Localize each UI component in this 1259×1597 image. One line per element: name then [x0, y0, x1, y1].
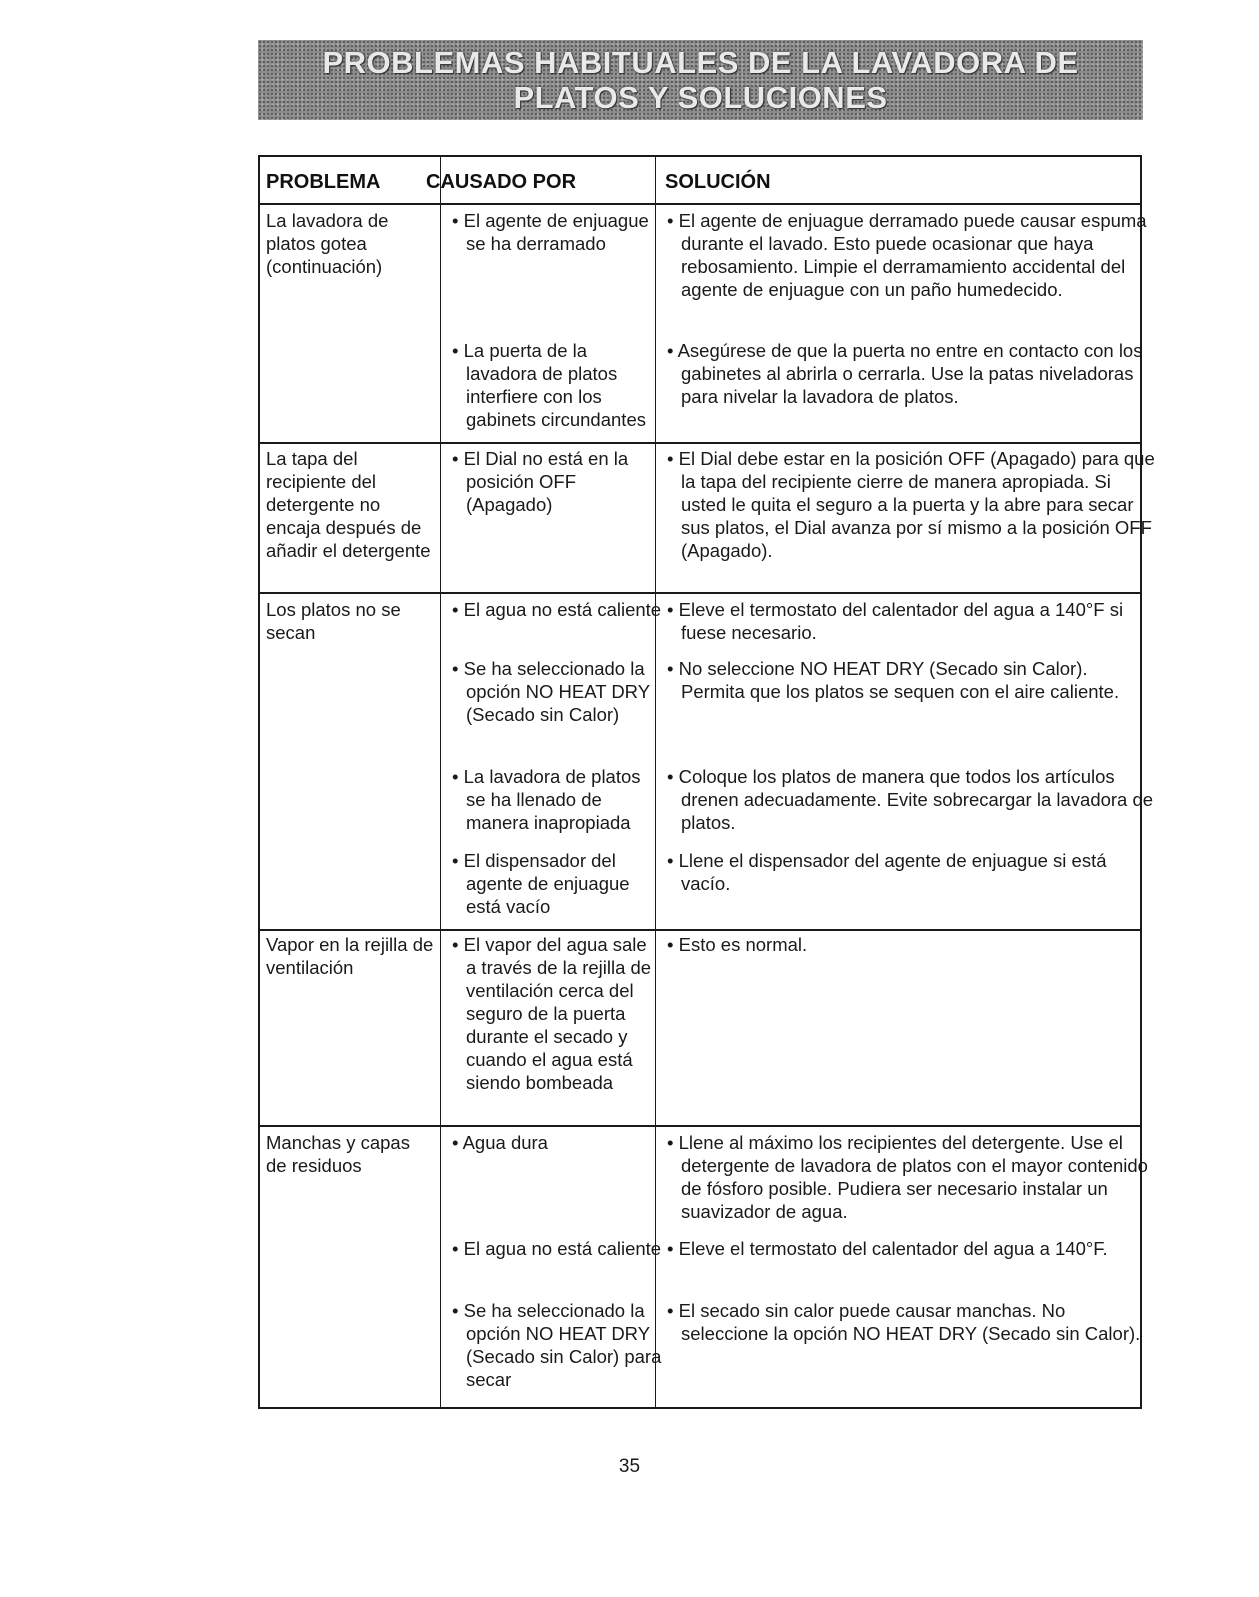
problem-cell: Manchas y capas de residuos	[266, 1132, 410, 1176]
page-number: 35	[618, 1456, 641, 1477]
problem-cell: La lavadora de platos gotea (continuación)	[266, 210, 389, 277]
column-header-cause: CAUSADO POR	[426, 171, 577, 193]
column-divider	[440, 157, 441, 1407]
solution-cell: • Llene el dispensador del agente de enjuague si está vacío.	[667, 850, 1107, 894]
solution-cell: • Coloque los platos de manera que todos los artículos drenen adecuadamente. Evite sobrecargar la lavadora de platos.	[667, 766, 1154, 833]
column-header-problem: PROBLEMA	[266, 171, 381, 193]
cause-cell: • El vapor del agua sale a través de la rejilla de ventilación cerca del seguro de la puerta durante el secado y cuando el agua está siendo bombeada	[452, 934, 652, 1093]
cause-cell: • El Dial no está en la posición OFF (Apagado)	[452, 448, 629, 515]
solution-cell: • Esto es normal.	[667, 934, 808, 955]
cause-cell: • Se ha seleccionado la opción NO HEAT DRY (Secado sin Calor)	[452, 658, 650, 725]
problem-cell: Vapor en la rejilla de ventilación	[266, 934, 434, 978]
row-divider	[260, 1125, 1140, 1127]
troubleshooting-table	[258, 155, 1155, 1409]
row-divider	[260, 929, 1140, 931]
cause-cell: • La lavadora de platos se ha llenado de manera inapropiada	[452, 766, 641, 833]
page-title-line-1: PROBLEMAS HABITUALES DE LA LAVADORA DE	[322, 45, 1079, 80]
cause-cell: • El agente de enjuague se ha derramado	[452, 210, 649, 254]
solution-cell: • Asegúrese de que la puerta no entre en contacto con los gabinetes al abrirla o cerrarla. Use la patas niveladoras para nivelar la lavadora de platos.	[667, 340, 1143, 407]
cause-cell: • Agua dura	[452, 1132, 548, 1153]
cause-cell: • Se ha seleccionado la opción NO HEAT DRY (Secado sin Calor) para secar	[452, 1300, 662, 1390]
row-divider	[260, 442, 1140, 444]
page-title-line-2: PLATOS Y SOLUCIONES	[513, 80, 888, 115]
solution-cell: • No seleccione NO HEAT DRY (Secado sin Calor). Permita que los platos se sequen con el aire caliente.	[667, 658, 1120, 702]
row-divider	[260, 592, 1140, 594]
cause-cell: • El agua no está caliente	[452, 1238, 662, 1259]
column-header-solution: SOLUCIÓN	[665, 171, 771, 193]
header-divider	[260, 203, 1140, 205]
problem-cell: La tapa del recipiente del detergente no encaja después de añadir el detergente	[266, 448, 431, 561]
solution-cell: • El Dial debe estar en la posición OFF (Apagado) para que la tapa del recipiente cierre de manera apropiada. Si usted le quita el seguro a la puerta y la abre para secar sus platos, el Dial avanza por sí mismo a la posición OFF (Apagado).	[667, 448, 1155, 561]
solution-cell: • Llene al máximo los recipientes del detergente. Use el detergente de lavadora de platos con el mayor contenido de fósforo posible. Pudiera ser necesario instalar un suavizador de agua.	[667, 1132, 1148, 1222]
solution-cell: • El secado sin calor puede causar manchas. No seleccione la opción NO HEAT DRY (Secado sin Calor).	[667, 1300, 1141, 1344]
problem-cell: Los platos no se secan	[266, 599, 401, 643]
cause-cell: • El agua no está caliente	[452, 599, 662, 620]
solution-cell: • El agente de enjuague derramado puede causar espuma durante el lavado. Esto puede ocasionar que haya rebosamiento. Limpie el derramamiento accidental del agente de enjuague con un paño humedecido.	[667, 210, 1147, 300]
cause-cell: • La puerta de la lavadora de platos interfiere con los gabinets circundantes	[452, 340, 646, 430]
cause-cell: • El dispensador del agente de enjuague está vacío	[452, 850, 630, 917]
solution-cell: • Eleve el termostato del calentador del agua a 140°F.	[667, 1238, 1108, 1259]
solution-cell: • Eleve el termostato del calentador del agua a 140°F si fuese necesario.	[667, 599, 1124, 643]
title-banner	[258, 40, 1143, 120]
